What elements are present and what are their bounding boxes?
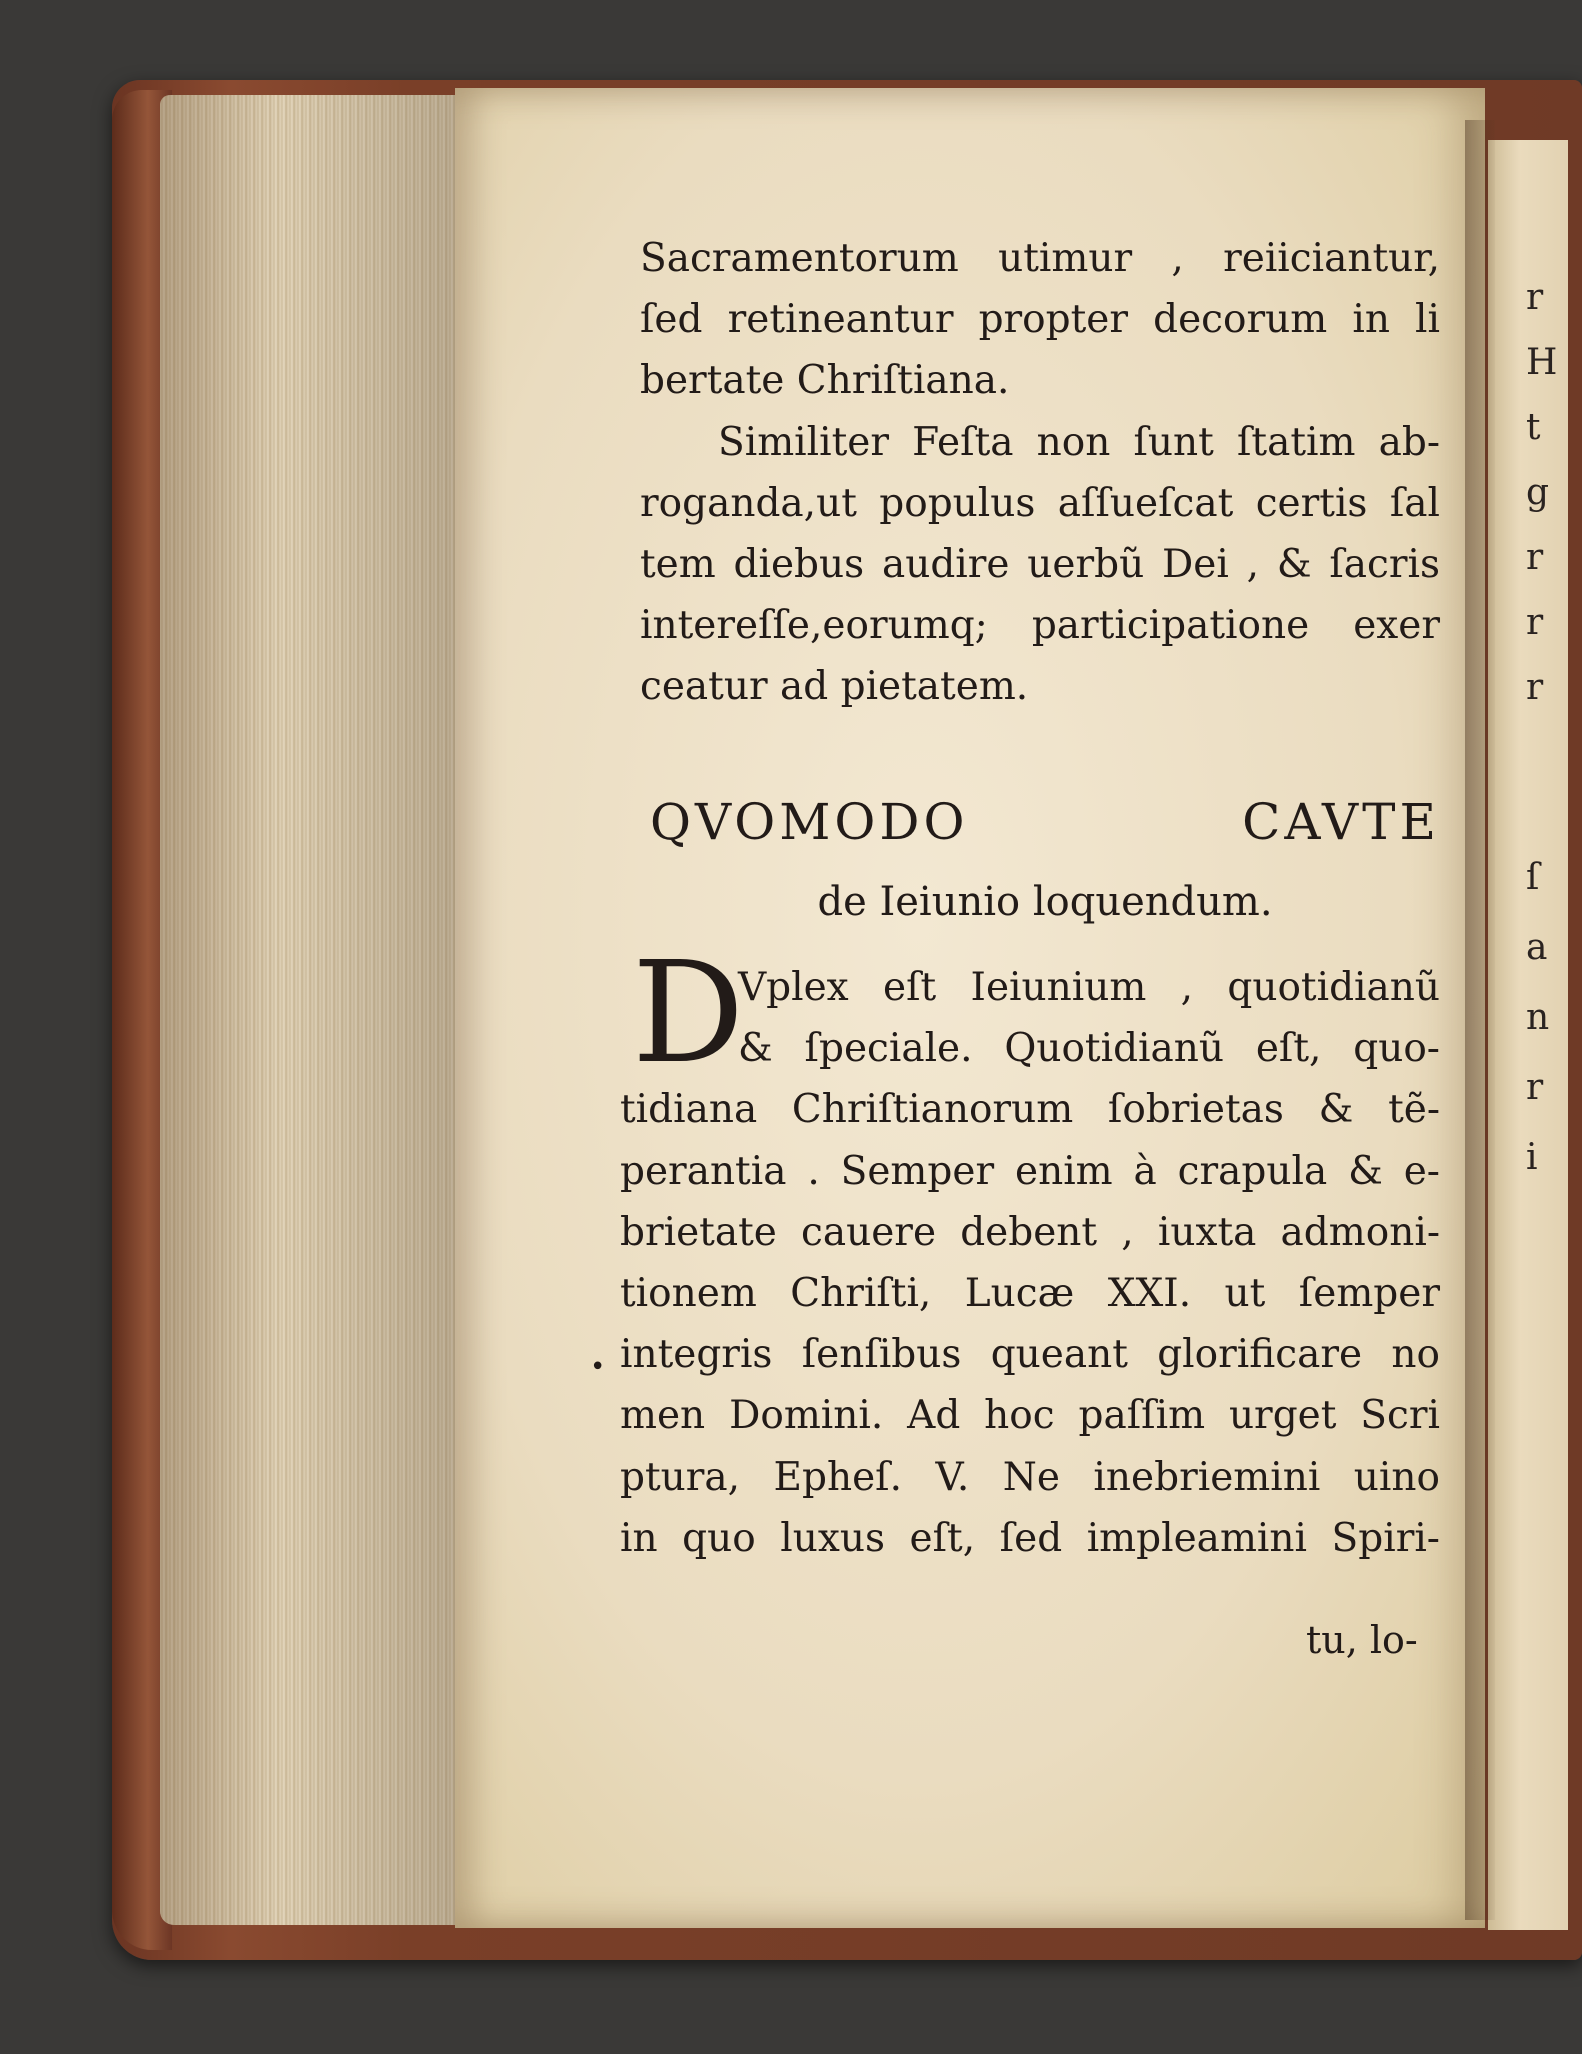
facing-page-letter: n — [1526, 997, 1550, 1038]
facing-page-letter: r — [1526, 537, 1544, 578]
text-line: ſed retineantur propter decorum in li — [640, 297, 1440, 343]
text-line: ptura, Epheſ. V. Ne inebriemini uino — [620, 1454, 1440, 1500]
text-line: intereſſe,eorumq; participatione exer — [640, 603, 1440, 649]
text-line: Sacramentorum utimur , reiiciantur, — [640, 236, 1440, 281]
facing-page-letter: r — [1526, 602, 1544, 643]
text-line: & ſpeciale. Quotidianũ eſt, quo- — [738, 1026, 1440, 1072]
text-line: bertate Chriſtiana. — [640, 358, 1010, 404]
facing-page-letter: H — [1526, 342, 1558, 383]
text-line: tem diebus audire uerbũ Dei , & ſacris — [640, 541, 1440, 587]
text-line: Similiter Feſta non ſunt ſtatim ab- — [718, 419, 1440, 465]
body-text-top — [640, 228, 1440, 718]
facing-page-letter: a — [1526, 927, 1548, 968]
facing-page-letter: r — [1526, 667, 1544, 708]
catchword: tu, lo- — [1306, 1618, 1418, 1662]
text-line: Vplex eſt Ieiunium , quotidianũ — [738, 965, 1440, 1010]
text-line: brietate cauere debent , iuxta admoni- — [620, 1209, 1440, 1255]
text-line: perantia . Semper enim à crapula & e- — [620, 1148, 1440, 1194]
facing-page-letter: r — [1526, 1067, 1544, 1108]
facing-page-letter: t — [1526, 407, 1541, 448]
section-heading: QVOMODO CAVTE — [650, 793, 1440, 851]
page-gutter — [1465, 120, 1495, 1920]
text-line: men Domini. Ad hoc paſſim urget Scri — [620, 1393, 1440, 1439]
drop-capital: D — [632, 932, 745, 1095]
facing-page-letter: g — [1526, 472, 1550, 513]
text-line: ceatur ad pietatem. — [640, 664, 1029, 710]
text-line: in quo luxus eſt, ſed impleamini Spiri- — [620, 1515, 1440, 1561]
text-line: integris ſenſibus queant glorificare no — [620, 1332, 1440, 1378]
page-edges-shadow — [160, 95, 460, 1925]
text-line: tidiana Chriſtianorum ſobrietas & tẽ- — [620, 1087, 1440, 1133]
facing-page-letter: r — [1526, 277, 1544, 318]
section-subheading: de Ieiunio loquendum. — [817, 879, 1273, 925]
facing-page-letter: ſ — [1526, 857, 1540, 898]
text-line: tionem Chriſti, Lucæ XXI. ut ſemper — [620, 1270, 1440, 1316]
margin-mark: • — [590, 1352, 606, 1382]
facing-page-letter: i — [1526, 1137, 1538, 1178]
text-line: roganda,ut populus aſſueſcat certis ſal — [640, 480, 1440, 526]
facing-page — [1488, 140, 1568, 1930]
body-text-bottom — [620, 958, 1440, 1570]
